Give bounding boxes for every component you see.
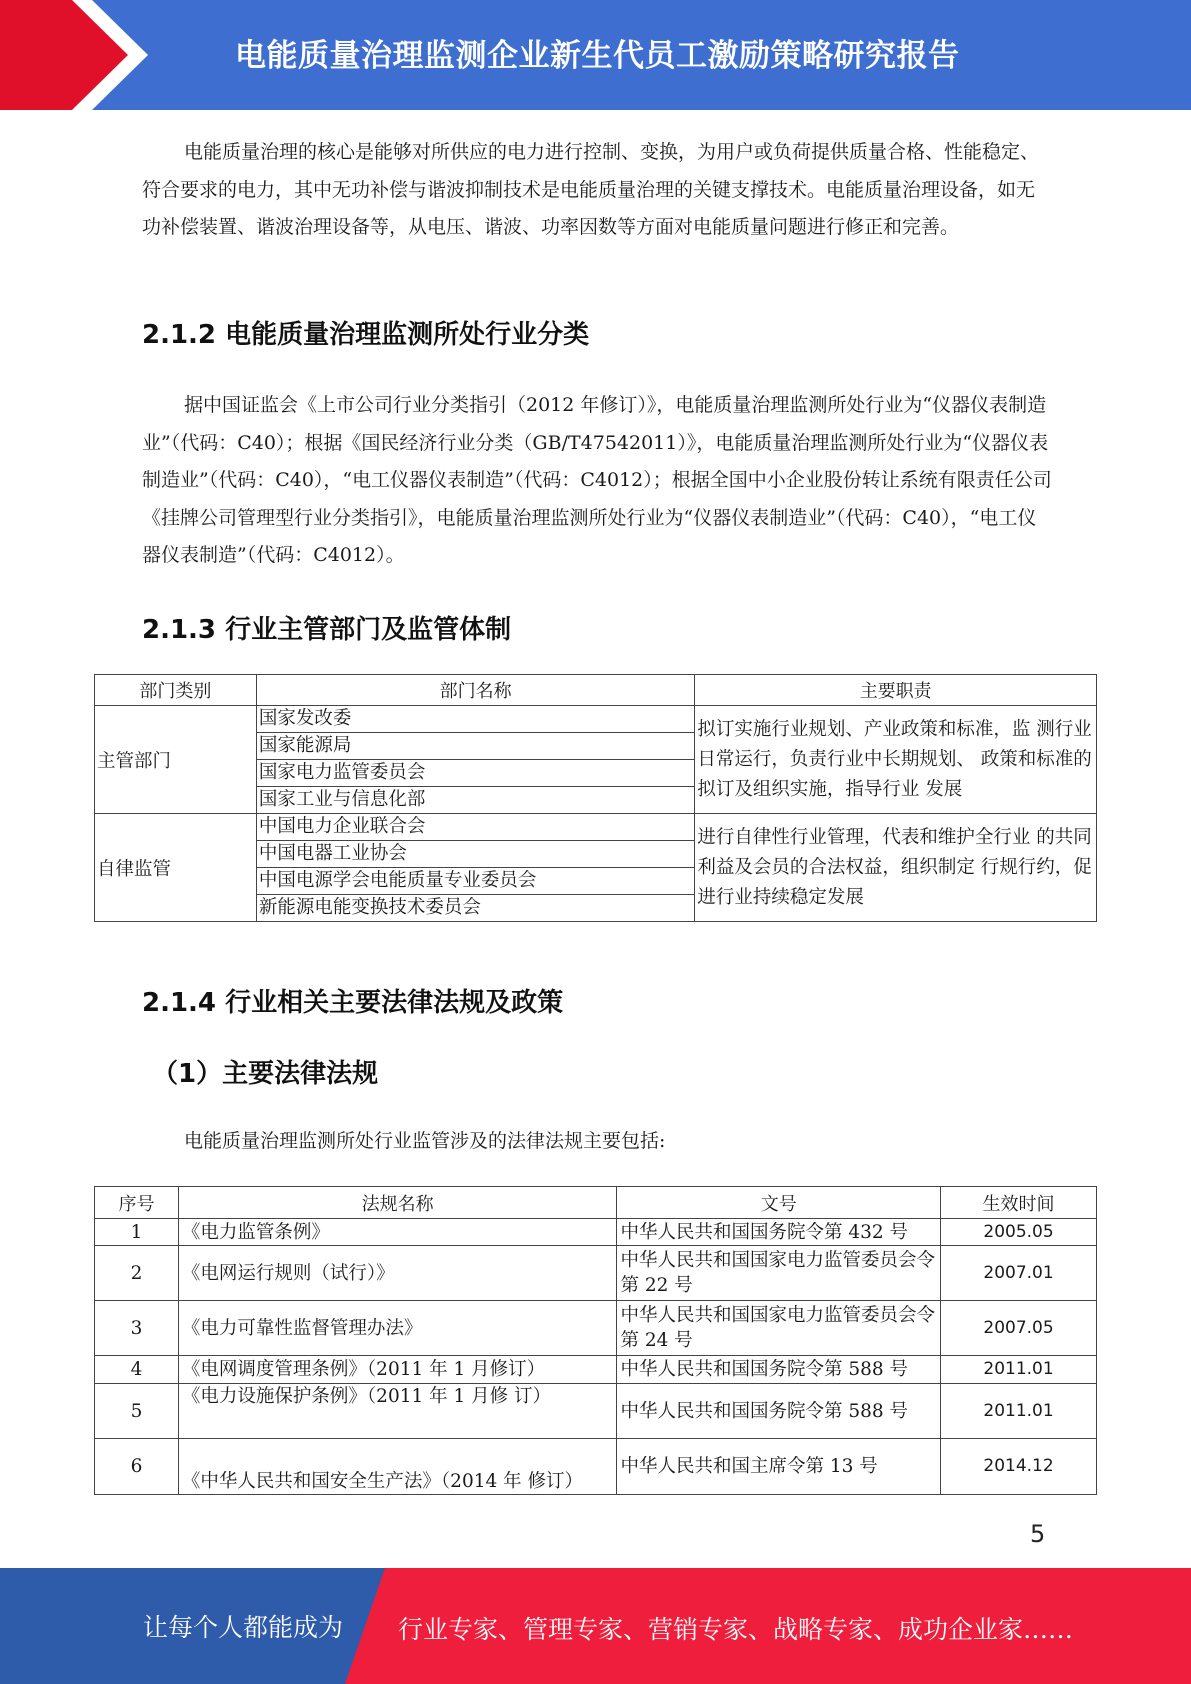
law-effective-date: 2014.12 [941,1439,1097,1495]
law-document-number: 中华人民共和国主席令第 13 号 [617,1439,941,1495]
law-effective-date: 2007.01 [941,1246,1097,1301]
department-name: 中国电器工业协会 [256,841,695,868]
table-row [95,1384,1097,1439]
department-name: 国家电力监管委员会 [256,760,695,787]
law-name: 《电力可靠性监督管理办法》 [178,1301,617,1356]
law-index: 6 [95,1439,179,1495]
department-name: 国家能源局 [256,733,695,760]
law-name: 《电网运行规则（试行）》 [178,1246,617,1301]
law-effective-date: 2005.05 [941,1219,1097,1246]
department-name: 新能源电能变换技术委员会 [256,895,695,922]
department-duties: 进行自律性行业管理，代表和维护全行业 的共同利益及会员的合法权益，组织制定 行规行约，促进行业持续稳定发展 [695,814,1097,922]
law-document-number: 中华人民共和国国家电力监管委员会令第 22 号 [617,1246,941,1301]
table-row [95,1301,1097,1356]
footer-slogan-right: 行业专家、管理专家、营销专家、战略专家、成功企业家…… [398,1615,1074,1644]
header-banner [0,0,1191,110]
department-name: 中国电源学会电能质量专业委员会 [256,868,695,895]
law-name: 《电力设施保护条例》（2011 年 1 月修 订） [178,1384,617,1439]
department-category: 主管部门 [95,706,257,814]
column-header: 主要职责 [695,675,1097,706]
law-effective-date: 2011.01 [941,1384,1097,1439]
law-name: 《电网调度管理条例》（2011 年 1 月修订） [178,1356,617,1384]
law-index: 2 [95,1246,179,1301]
report-title: 电能质量治理监测企业新生代员工激励策略研究报告 [235,38,960,74]
table-row [95,1356,1097,1384]
table-header-row [95,1187,1097,1219]
red-chevron-decoration [0,0,150,110]
table-header-row [95,675,1097,706]
industry-classification-paragraph: 据中国证监会《上市公司行业分类指引（2012 年修订）》，电能质量治理监测所处行业为“仪器仪表制造业”（代码：C40）；根据《国民经济行业分类（GB/T47542011）》，电能质量治理监测所处行业为“仪器仪表制造业”（代码：C40），“电工仪器仪表制造”（代码：C4012）；根据全国中小企业股份转让系统有限责任公司《挂牌公司管理型行业分类指引》，电能质量治理监测所处行业为“仪器仪表制造业”（代码：C40），“电工仪器仪表制造”（代码：C4012）。 [142,394,1052,566]
table-row [95,706,1097,733]
section-heading-2-1-4: 2.1.4 行业相关主要法律法规及政策 [142,988,564,1018]
law-document-number: 中华人民共和国国务院令第 588 号 [617,1356,941,1384]
department-name: 国家工业与信息化部 [256,787,695,814]
law-document-number: 中华人民共和国国家电力监管委员会令第 24 号 [617,1301,941,1356]
laws-table [94,1186,1097,1495]
law-index: 5 [95,1384,179,1439]
law-index: 4 [95,1356,179,1384]
law-name: 《电力监管条例》 [178,1219,617,1246]
column-header: 序号 [95,1187,179,1219]
subheading-main-laws: （1）主要法律法规 [152,1059,379,1089]
law-index: 1 [95,1219,179,1246]
department-category: 自律监管 [95,814,257,922]
law-name: 《中华人民共和国安全生产法》（2014 年 修订） [178,1439,617,1495]
section-heading-2-1-2: 2.1.2 电能质量治理监测所处行业分类 [142,320,590,350]
page-number: 5 [1030,1520,1046,1548]
table-row [95,1246,1097,1301]
footer-banner [0,1568,1191,1684]
department-name: 中国电力企业联合会 [256,814,695,841]
table-row [95,814,1097,841]
law-effective-date: 2007.05 [941,1301,1097,1356]
column-header: 部门类别 [95,675,257,706]
law-index: 3 [95,1301,179,1356]
footer-slogan-left: 让每个人都能成为 [143,1613,344,1642]
column-header: 法规名称 [178,1187,617,1219]
intro-paragraph: 电能质量治理的核心是能够对所供应的电力进行控制、变换，为用户或负荷提供质量合格、性能稳定、符合要求的电力，其中无功补偿与谐波抑制技术是电能质量治理的关键支撑技术。电能质量治理设备，如无功补偿装置、谐波治理设备等，从电压、谐波、功率因数等方面对电能质量问题进行修正和完善。 [142,141,1040,238]
section-heading-2-1-3: 2.1.3 行业主管部门及监管体制 [142,615,512,645]
department-table [94,674,1097,922]
column-header: 部门名称 [256,675,695,706]
department-name: 国家发改委 [256,706,695,733]
law-effective-date: 2011.01 [941,1356,1097,1384]
department-duties: 拟订实施行业规划、产业政策和标准，监 测行业日常运行，负责行业中长期规划、 政策和标准的拟订及组织实施，指导行业 发展 [695,706,1097,814]
laws-intro-paragraph: 电能质量治理监测所处行业监管涉及的法律法规主要包括: [184,1130,666,1152]
table-row [95,1219,1097,1246]
law-document-number: 中华人民共和国国务院令第 588 号 [617,1384,941,1439]
table-row [95,1439,1097,1495]
column-header: 生效时间 [941,1187,1097,1219]
column-header: 文号 [617,1187,941,1219]
law-document-number: 中华人民共和国国务院令第 432 号 [617,1219,941,1246]
